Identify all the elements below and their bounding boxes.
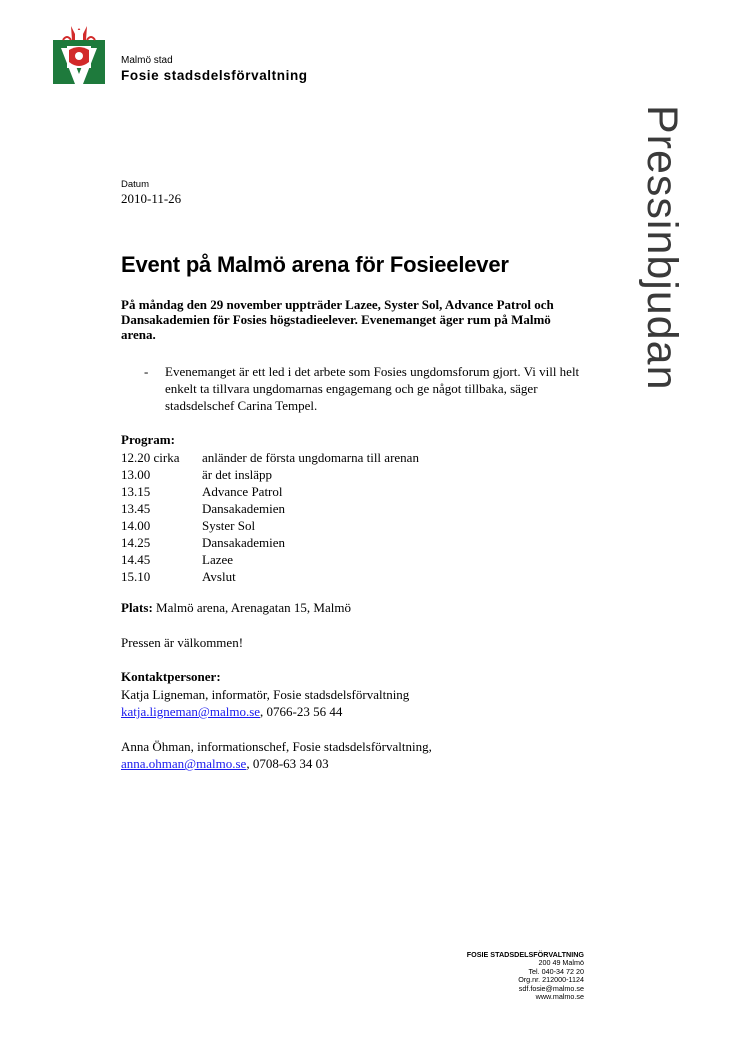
program-row [121, 449, 541, 466]
contact-person [121, 686, 409, 720]
page-title: Event på Malmö arena för Fosieelever [121, 252, 509, 277]
program-desc: Syster Sol [202, 518, 256, 533]
footer-address [467, 951, 584, 1001]
program-time: 13.15 [121, 484, 151, 499]
footer-line: 200 49 Malmö [538, 958, 584, 968]
footer-line: Tel. 040-34 72 20 [528, 966, 584, 976]
date-label: Datum [121, 179, 149, 190]
program-desc: Lazee [202, 552, 234, 567]
program-title: Program: [121, 432, 175, 447]
contacts-title: Kontaktpersoner: [121, 669, 221, 684]
program-desc: är det insläpp [202, 467, 273, 482]
program-desc: Dansakademien [202, 535, 286, 550]
quote-dash: - [144, 364, 149, 379]
contact-email-link[interactable]: anna.ohman@malmo.se [121, 756, 247, 771]
contact-phone: , 0766-23 56 44 [260, 704, 343, 719]
program-row [121, 500, 541, 517]
lead-paragraph: På måndag den 29 november uppträder Lazee, Syster Sol, Advance Patrol och Dansakademien för Fosies högstadieelever. Evenemanget äger rum på Malmö arena. [121, 297, 554, 342]
program-desc: Dansakademien [202, 501, 286, 516]
contact-person [121, 738, 432, 772]
venue-value: Malmö arena, Arenagatan 15, Malmö [156, 600, 351, 615]
program-time: 14.00 [121, 518, 151, 533]
contact-phone: , 0708-63 34 03 [246, 756, 329, 771]
date-value: 2010-11-26 [121, 191, 182, 206]
program-desc: Advance Patrol [202, 484, 283, 499]
program-time: 14.25 [121, 535, 151, 550]
program-row [121, 466, 541, 483]
program-desc: Avslut [202, 569, 236, 584]
quote-text: Evenemanget är ett led i det arbete som Fosies ungdomsforum gjort. Vi vill helt enkelt ta tillvara ungdomarnas engagemang och ge något tillbaka, säger stadsdelschef Carina Tempel. [165, 364, 580, 413]
program-time: 12.20 cirka [121, 450, 180, 465]
program-time: 13.45 [121, 501, 151, 516]
contact-name: Katja Ligneman, informatör, Fosie stadsdelsförvaltning [121, 687, 410, 702]
venue-line [121, 600, 351, 616]
contact-name: Anna Öhman, informationschef, Fosie stadsdelsförvaltning, [121, 739, 432, 754]
contact-email-link[interactable]: katja.ligneman@malmo.se [121, 704, 261, 719]
welcome-text: Pressen är välkommen! [121, 635, 244, 650]
program-list [121, 449, 541, 585]
org-name-small: Malmö stad [121, 55, 173, 66]
org-name: Fosie stadsdelsförvaltning [121, 68, 308, 83]
footer-line: www.malmo.se [535, 992, 584, 1002]
program-time: 14.45 [121, 552, 151, 567]
program-row [121, 517, 541, 534]
footer-line: Org.nr. 212000-1124 [518, 975, 584, 985]
venue-label: Plats: [121, 600, 153, 615]
footer-title: FOSIE STADSDELSFÖRVALTNING [466, 950, 584, 959]
program-time: 13.00 [121, 467, 151, 482]
program-row [121, 534, 541, 551]
coat-of-arms-icon [53, 24, 105, 84]
program-desc: anländer de första ungdomarna till arenan [202, 450, 419, 465]
footer-line: sdf.fosie@malmo.se [518, 983, 584, 993]
side-title: Pressinbjudan [638, 105, 686, 391]
program-row [121, 568, 541, 585]
program-row [121, 483, 541, 500]
program-row [121, 551, 541, 568]
coat-of-arms-logo [53, 24, 105, 84]
program-time: 15.10 [121, 569, 151, 584]
